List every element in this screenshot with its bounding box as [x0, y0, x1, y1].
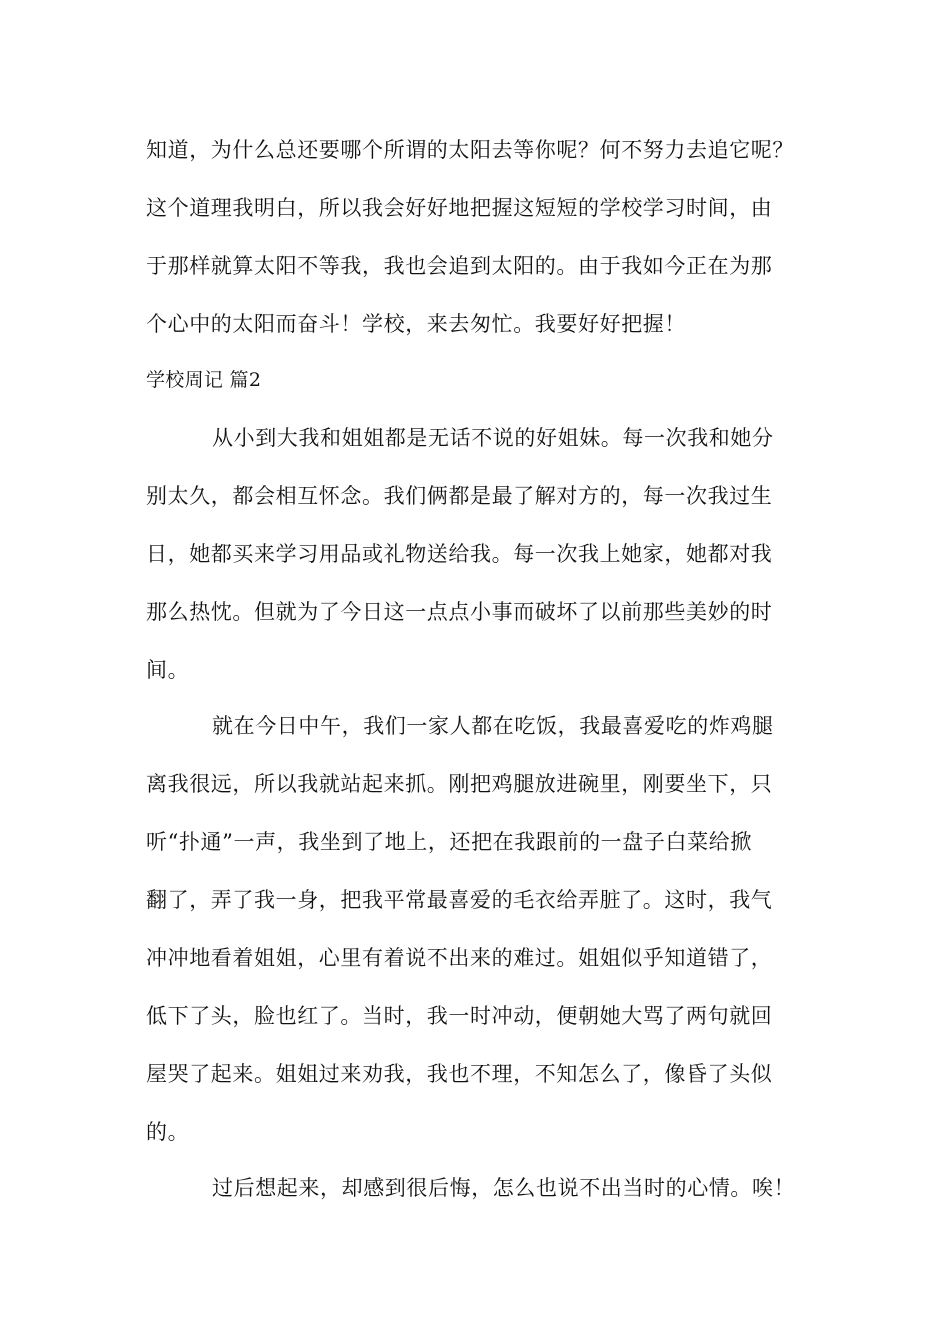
paragraph-first-line: 就在今日中午，我们一家人都在吃饭，我最喜爱吃的炸鸡腿: [212, 714, 774, 738]
text-line: 离我很远，所以我就站起来抓。刚把鸡腿放进碗里，刚要坐下，只: [146, 772, 773, 796]
text-line: 日，她都买来学习用品或礼物送给我。每一次我上她家，她都对我: [146, 542, 773, 566]
text-line: 于那样就算太阳不等我，我也会追到太阳的。由于我如今正在为那: [146, 254, 773, 278]
text-line: 翻了，弄了我一身，把我平常最喜爱的毛衣给弄脏了。这时，我气: [146, 888, 773, 912]
paragraph-first-line: 过后想起来，却感到很后悔，怎么也说不出当时的心情。唉！: [212, 1176, 796, 1200]
text-line: 听“扑通”一声，我坐到了地上，还把在我跟前的一盘子白菜给掀: [146, 830, 752, 854]
text-line: 知道，为什么总还要哪个所谓的太阳去等你呢？何不努力去追它呢？: [146, 138, 794, 162]
paragraph-first-line: 从小到大我和姐姐都是无话不说的好姐妹。每一次我和她分: [212, 426, 774, 450]
text-line: 的。: [146, 1120, 190, 1144]
text-line: 冲冲地看着姐姐，心里有着说不出来的难过。姐姐似乎知道错了，: [146, 946, 773, 970]
section-title: 学校周记 篇2: [146, 369, 262, 391]
text-line: 这个道理我明白，所以我会好好地把握这短短的学校学习时间，由: [146, 196, 773, 220]
text-line: 低下了头，脸也红了。当时，我一时冲动，便朝她大骂了两句就回: [146, 1004, 773, 1028]
text-line: 别太久，都会相互怀念。我们俩都是最了解对方的，每一次我过生: [146, 484, 773, 508]
text-line: 间。: [146, 658, 190, 682]
text-line: 个心中的太阳而奋斗！学校，来去匆忙。我要好好把握！: [146, 312, 686, 336]
text-line: 屋哭了起来。姐姐过来劝我，我也不理，不知怎么了，像昏了头似: [146, 1062, 773, 1086]
text-line: 那么热忱。但就为了今日这一点点小事而破坏了以前那些美妙的时: [146, 600, 773, 624]
